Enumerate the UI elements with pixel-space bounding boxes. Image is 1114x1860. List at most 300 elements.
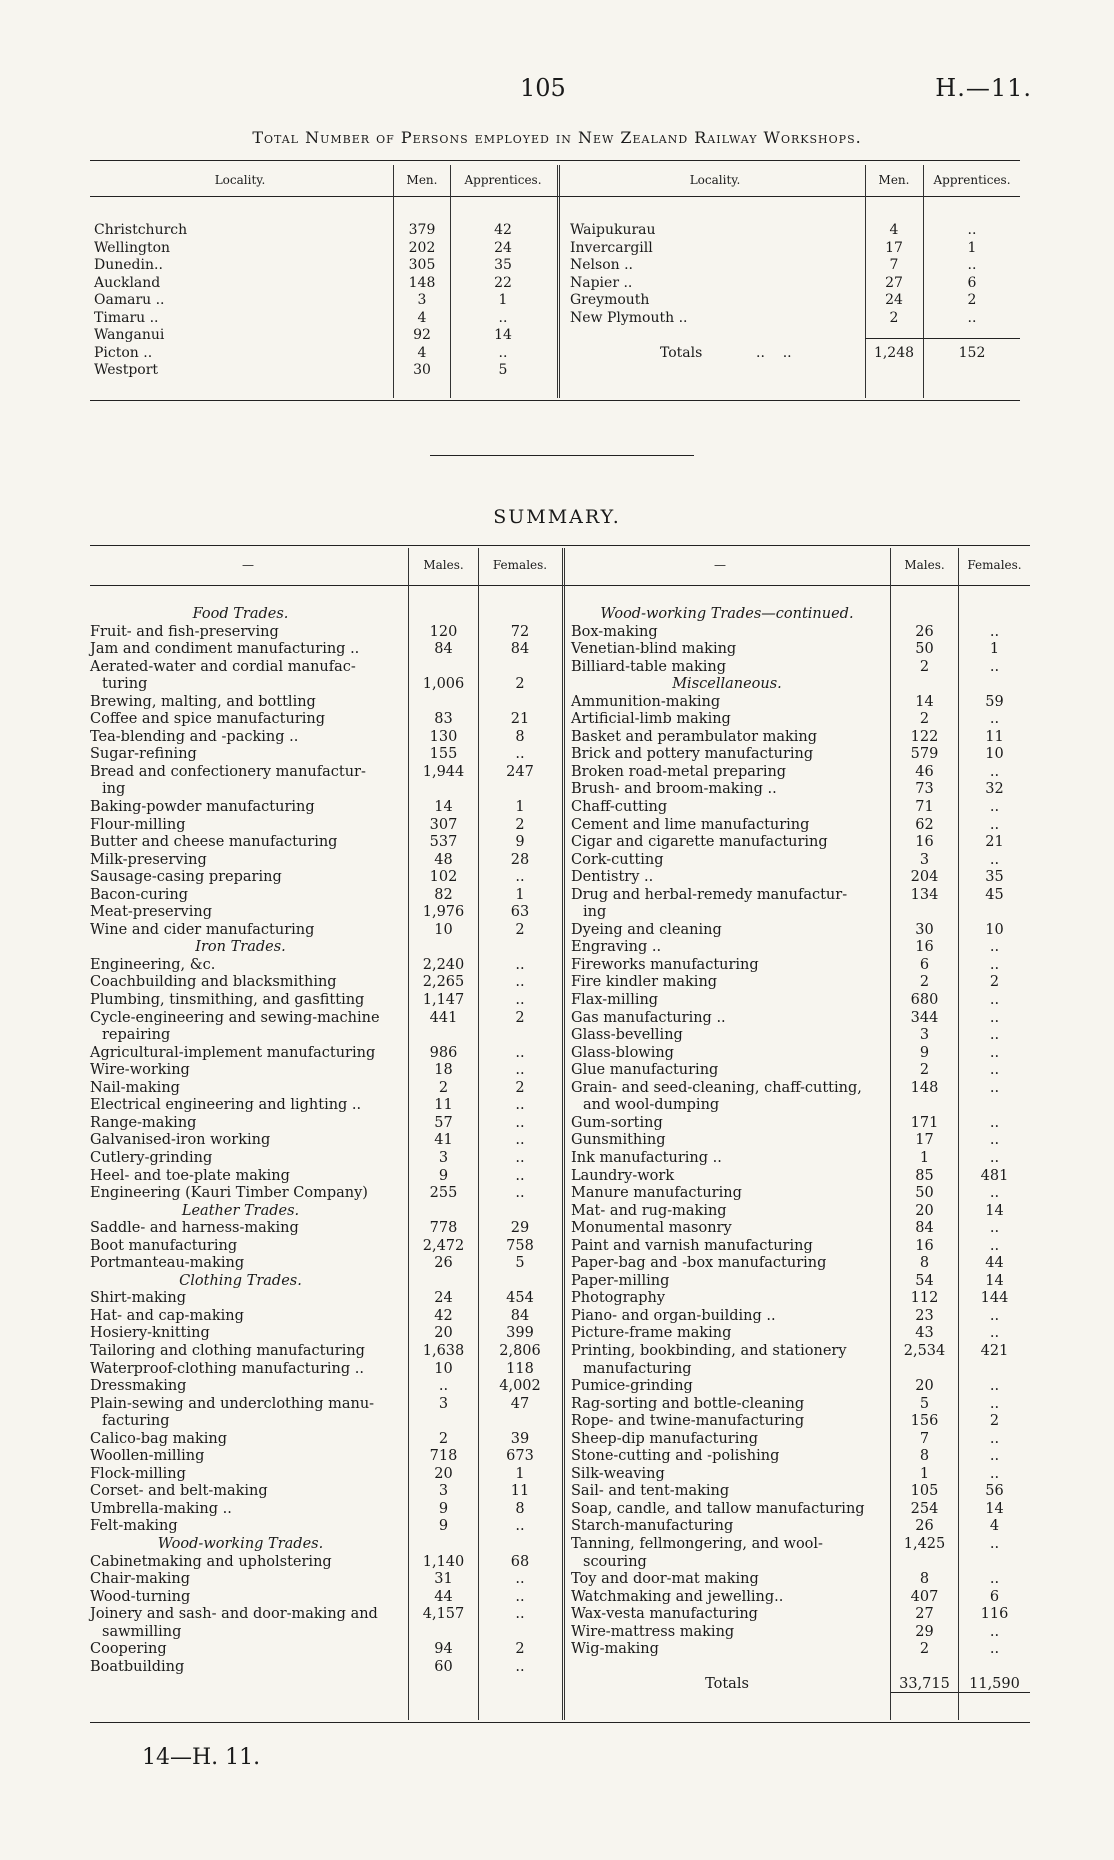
trade-label-continued: turing [102, 676, 148, 693]
trade-label: Coachbuilding and blacksmithing [90, 974, 337, 991]
females-value: 1 [515, 1465, 525, 1482]
males-value: 2,265 [422, 974, 465, 991]
females-value: .. [989, 711, 1000, 728]
trade-label: Aerated-water and cordial manufac- [90, 658, 356, 675]
trade-label: Sheep-dip manufacturing [571, 1430, 758, 1447]
t1-men-value: 17 [885, 239, 903, 256]
females-value [479, 1413, 561, 1431]
males-value: 8 [919, 1448, 930, 1465]
males-value: 11 [434, 1097, 453, 1114]
trade-label: Box-making [571, 623, 658, 640]
males-value: 71 [915, 799, 934, 816]
males-value: 85 [915, 1167, 934, 1184]
trade-label: Wax-vesta manufacturing [571, 1606, 758, 1623]
section-heading: Miscellaneous. [672, 676, 782, 693]
t1-apprentices-value: .. [498, 344, 508, 361]
females-value: .. [989, 1027, 1000, 1044]
trade-label: Boatbuilding [90, 1658, 185, 1675]
females-value [479, 939, 561, 957]
females-value: .. [989, 763, 1000, 780]
t1-totals-apprentices: 152 [958, 345, 986, 361]
s-header-males-right: Males. [904, 558, 945, 572]
males-value: 8 [919, 1571, 930, 1588]
trade-label-continued: ing [102, 781, 126, 798]
trade-label-continued: facturing [102, 1413, 170, 1430]
females-value: 673 [506, 1448, 534, 1465]
trade-label: Waterproof-clothing manufacturing .. [90, 1360, 364, 1377]
females-value: .. [515, 1606, 525, 1623]
females-value [479, 659, 561, 677]
females-value: 4,002 [499, 1378, 541, 1395]
t1-apprentices-value: .. [498, 309, 508, 326]
males-value: 42 [434, 1307, 453, 1324]
trade-label: Butter and cheese manufacturing [90, 834, 338, 851]
table1-top-rule [90, 160, 1020, 161]
females-value [479, 1027, 561, 1045]
females-value: 63 [510, 904, 530, 921]
males-value: 9 [438, 1518, 449, 1535]
trade-label: Monumental masonry [571, 1220, 732, 1237]
females-value: 47 [510, 1395, 530, 1412]
females-value: 454 [506, 1290, 534, 1307]
trade-label: Pumice-grinding [571, 1378, 693, 1395]
t1-header-apprentices-left: Apprentices. [464, 173, 542, 187]
males-value: 1,147 [422, 992, 465, 1009]
t1-locality: Invercargill [570, 239, 653, 256]
males-value: 3 [919, 1027, 930, 1044]
table1-title: Total Number of Persons employed in New Zealand Railway Workshops. [252, 128, 862, 147]
trade-label: Grain- and seed-cleaning, chaff-cutting, [571, 1079, 862, 1096]
summary-right-labels [569, 606, 885, 1694]
males-value: 2,534 [903, 1342, 946, 1359]
trade-label: Sausage-casing preparing [90, 869, 282, 886]
females-value: .. [515, 1132, 525, 1149]
t1-apprentices-value: 14 [494, 327, 512, 343]
t1-left-men [394, 222, 450, 380]
t1-apprentices-value: 5 [498, 362, 508, 378]
females-value: 11 [510, 1483, 530, 1500]
trade-label: Toy and door-mat making [571, 1571, 759, 1588]
females-value: .. [989, 1237, 1000, 1254]
trade-label: Broken road-metal preparing [571, 763, 787, 780]
trade-label: Range-making [90, 1114, 197, 1131]
trade-label: Flour-milling [90, 816, 186, 833]
males-value: 204 [910, 869, 939, 886]
trade-label: Silk-weaving [571, 1465, 665, 1482]
trade-label: Baking-powder manufacturing [90, 799, 315, 816]
females-value [479, 1273, 561, 1291]
females-value: 758 [506, 1237, 534, 1254]
females-value: .. [515, 1571, 525, 1588]
trade-label: Engineering, &c. [90, 956, 216, 973]
t1-locality: Timaru .. [94, 309, 159, 326]
trade-label: Basket and perambulator making [571, 728, 818, 745]
t1-header-men-left: Men. [406, 173, 438, 187]
trade-label: Coffee and spice manufacturing [90, 711, 326, 728]
trade-label: Laundry-work [571, 1167, 675, 1184]
t1-locality: Auckland [94, 274, 161, 291]
trade-label: Wire-mattress making [571, 1623, 735, 1640]
trade-label: Woollen-milling [90, 1448, 205, 1465]
trade-label: Photography [571, 1290, 666, 1307]
trade-label: Gum-sorting [571, 1114, 663, 1131]
trade-label: Electrical engineering and lighting .. [90, 1097, 362, 1114]
t1-header-locality-right: Locality. [689, 173, 741, 187]
males-value: 255 [429, 1185, 458, 1202]
males-value: 57 [434, 1114, 453, 1131]
trade-label: Cabinetmaking and upholstering [90, 1553, 332, 1570]
trade-label: Wood-turning [90, 1588, 191, 1605]
trade-label: Gas manufacturing .. [571, 1009, 726, 1026]
males-value: 2,240 [422, 956, 465, 973]
document-reference: H.—11. [935, 74, 1032, 102]
t1-right-apprentices [924, 222, 1020, 327]
males-value: 102 [429, 869, 458, 886]
trade-label-continued: manufacturing [583, 1360, 692, 1377]
females-value: 32 [985, 781, 1004, 798]
males-value: 20 [434, 1325, 453, 1342]
trade-label: Rag-sorting and bottle-cleaning [571, 1395, 805, 1412]
trade-label: Ink manufacturing .. [571, 1149, 722, 1166]
males-value: 2 [438, 1079, 449, 1096]
trade-label: Ammunition-making [571, 693, 721, 710]
males-value [409, 939, 478, 957]
males-value: 1 [919, 1149, 930, 1166]
males-value: 23 [915, 1307, 934, 1324]
trade-label: Felt-making [90, 1518, 178, 1535]
footer-reference: 14—H. 11. [142, 1745, 261, 1770]
t1-men-value: 4 [889, 222, 899, 238]
males-value: 9 [438, 1167, 449, 1184]
trade-label: Paper-bag and -box manufacturing [571, 1255, 827, 1272]
t1-locality: Napier .. [570, 274, 633, 291]
females-value: 481 [980, 1167, 1009, 1184]
males-value: 26 [434, 1255, 453, 1272]
females-value: .. [989, 799, 1000, 816]
males-value: 84 [915, 1220, 934, 1237]
trade-label: Manure manufacturing [571, 1185, 742, 1202]
males-value: 43 [915, 1325, 934, 1342]
t1-locality: Wellington [94, 239, 171, 256]
males-value: 14 [434, 799, 453, 816]
females-value: .. [515, 1658, 525, 1675]
males-value: 48 [434, 851, 453, 868]
females-value: .. [989, 1114, 1000, 1131]
females-value: .. [989, 1378, 1000, 1395]
males-value: 82 [434, 886, 453, 903]
t1-vline-3 [557, 165, 560, 398]
males-value: 10 [434, 1360, 453, 1377]
t1-totals-dots: .. .. [756, 345, 792, 361]
trade-label: Saddle- and harness-making [90, 1220, 299, 1237]
males-value: 4,157 [422, 1606, 465, 1623]
males-value: 33,715 [899, 1676, 950, 1693]
males-value: 14 [915, 693, 934, 710]
t1-men-value: 379 [408, 222, 436, 238]
females-value: .. [989, 1465, 1000, 1482]
t1-locality: Christchurch [94, 222, 188, 238]
males-value: .. [438, 1378, 449, 1395]
males-value: 46 [915, 763, 934, 780]
males-value: 50 [915, 641, 934, 658]
females-value: .. [515, 992, 525, 1009]
females-value: .. [989, 1535, 1000, 1552]
trade-label: Stone-cutting and -polishing [571, 1448, 780, 1465]
females-value: 28 [510, 851, 530, 868]
females-value [959, 676, 1030, 694]
females-value: 29 [510, 1220, 530, 1237]
males-value: 441 [429, 1009, 458, 1026]
females-value: 10 [985, 746, 1004, 763]
males-value: 148 [910, 1079, 939, 1096]
females-value: .. [989, 1220, 1000, 1237]
trade-label [569, 1659, 885, 1677]
separator-rule [430, 455, 694, 456]
trade-label: Bread and confectionery manufactur- [90, 763, 366, 780]
males-value: 26 [915, 1518, 934, 1535]
males-value [891, 904, 958, 922]
trade-label: Cement and lime manufacturing [571, 816, 810, 833]
trade-label: Dentistry .. [571, 869, 654, 886]
males-value: 9 [438, 1500, 449, 1517]
t1-header-men-right: Men. [878, 173, 910, 187]
females-value: .. [989, 1395, 1000, 1412]
males-value: 8 [919, 1255, 930, 1272]
females-value: 8 [515, 1500, 525, 1517]
males-value: 30 [915, 921, 934, 938]
males-value: 6 [919, 956, 930, 973]
females-value [479, 1624, 561, 1642]
t1-men-value: 4 [417, 309, 427, 326]
trade-label: Hosiery-knitting [90, 1325, 210, 1342]
t1-totals-rule [865, 338, 1020, 339]
section-heading: Iron Trades. [195, 939, 286, 956]
males-value: 27 [915, 1606, 934, 1623]
section-heading: Leather Trades. [181, 1202, 300, 1219]
totals-label: Totals [705, 1676, 749, 1693]
t1-men-value: 305 [408, 257, 436, 273]
females-value: 399 [506, 1325, 534, 1342]
t1-totals-label: Totals [660, 345, 703, 361]
females-value: .. [515, 974, 525, 991]
t1-men-value: 148 [408, 274, 436, 291]
trade-label-continued: sawmilling [102, 1623, 182, 1640]
trade-label: Wine and cider manufacturing [90, 921, 315, 938]
females-value: 2 [515, 676, 525, 693]
females-value: 11 [985, 728, 1004, 745]
trade-label: Venetian-blind making [571, 641, 737, 658]
males-value [409, 659, 478, 677]
males-value: 16 [915, 834, 934, 851]
trade-label: Umbrella-making .. [90, 1500, 232, 1517]
males-value: 407 [910, 1588, 939, 1605]
females-value: .. [989, 1325, 1000, 1342]
trade-label: Printing, bookbinding, and stationery [571, 1342, 847, 1359]
trade-label: Drug and herbal-remedy manufactur- [571, 886, 848, 903]
trade-label-continued: repairing [102, 1027, 171, 1044]
females-value: 1 [515, 886, 525, 903]
summary-top-rule [90, 545, 1030, 546]
males-value: 105 [910, 1483, 939, 1500]
males-value: 1,976 [422, 904, 465, 921]
trade-label: Soap, candle, and tallow manufacturing [571, 1500, 865, 1517]
section-heading: Clothing Trades. [179, 1272, 302, 1289]
females-value: .. [989, 1623, 1000, 1640]
males-value: 7 [919, 1430, 930, 1447]
males-value: 2 [919, 1641, 930, 1658]
males-value: 134 [910, 886, 939, 903]
females-value: 56 [985, 1483, 1004, 1500]
t1-locality: Oamaru .. [94, 292, 165, 308]
trade-label: Sugar-refining [90, 746, 197, 763]
females-value: .. [989, 1149, 1000, 1166]
males-value: 94 [434, 1641, 453, 1658]
trade-label: Galvanised-iron working [90, 1132, 271, 1149]
females-value: .. [989, 1185, 1000, 1202]
females-value: 84 [510, 1307, 530, 1324]
males-value: 31 [434, 1571, 453, 1588]
females-value: 2,806 [499, 1342, 541, 1359]
males-value: 54 [915, 1272, 934, 1289]
males-value [891, 1554, 958, 1572]
trade-label: Agricultural-implement manufacturing [90, 1044, 376, 1061]
t1-apprentices-value: 42 [494, 222, 512, 238]
females-value [479, 1203, 561, 1221]
trade-label: Mat- and rug-making [571, 1202, 727, 1219]
t1-right-localities [570, 222, 860, 327]
males-value: 2 [919, 658, 930, 675]
t1-locality: Westport [94, 362, 159, 378]
trade-label: Sail- and tent-making [571, 1483, 730, 1500]
males-value: 1,006 [422, 676, 465, 693]
males-value: 2 [919, 974, 930, 991]
males-value: 26 [915, 623, 934, 640]
trade-label: Dressmaking [90, 1378, 187, 1395]
females-value: 84 [510, 641, 530, 658]
females-value [959, 904, 1030, 922]
summary-left-females [479, 606, 561, 1676]
trade-label: Jam and condiment manufacturing .. [90, 641, 360, 658]
trade-label: Glass-blowing [571, 1044, 674, 1061]
males-value: 2 [919, 1062, 930, 1079]
t1-men-value: 92 [413, 327, 431, 343]
t1-locality: Greymouth [570, 292, 650, 308]
females-value: 8 [515, 728, 525, 745]
males-value: 537 [429, 834, 458, 851]
males-value: 778 [429, 1220, 458, 1237]
males-value [891, 676, 958, 694]
t1-apprentices-value: .. [967, 222, 977, 238]
males-value [891, 1361, 958, 1379]
t1-men-value: 3 [417, 292, 427, 308]
females-value: .. [989, 1009, 1000, 1026]
t1-men-value: 202 [408, 239, 436, 256]
males-value: 16 [915, 1237, 934, 1254]
females-value: .. [515, 1044, 525, 1061]
females-value: .. [989, 1641, 1000, 1658]
females-value: 2 [515, 921, 525, 938]
males-value: 1 [919, 1465, 930, 1482]
summary-bottom-rule [90, 1722, 1030, 1723]
t1-apprentices-value: 6 [967, 274, 977, 291]
males-value: 5 [919, 1395, 930, 1412]
males-value: 171 [910, 1114, 939, 1131]
males-value: 3 [438, 1149, 449, 1166]
trade-label-continued: and wool-dumping [583, 1097, 720, 1114]
males-value [409, 1413, 478, 1431]
trade-label: Cycle-engineering and sewing-machine [90, 1009, 380, 1026]
females-value: 14 [985, 1500, 1004, 1517]
females-value: .. [989, 623, 1000, 640]
females-value: .. [515, 1114, 525, 1131]
females-value: 72 [510, 623, 530, 640]
trade-label: Piano- and organ-building .. [571, 1307, 776, 1324]
males-value: 156 [910, 1413, 939, 1430]
females-value: 2 [515, 1641, 525, 1658]
males-value: 3 [438, 1395, 449, 1412]
females-value: 144 [980, 1290, 1009, 1307]
males-value: 44 [434, 1588, 453, 1605]
s-vline-3 [562, 548, 565, 1720]
females-value: 35 [985, 869, 1004, 886]
trade-label: Shirt-making [90, 1290, 187, 1307]
males-value: 83 [434, 711, 453, 728]
males-value: 122 [910, 728, 939, 745]
females-value: 116 [980, 1606, 1009, 1623]
males-value: 24 [434, 1290, 453, 1307]
males-value: 20 [915, 1202, 934, 1219]
females-value: 2 [989, 1413, 1000, 1430]
t1-header-locality-left: Locality. [214, 173, 266, 187]
males-value [409, 1203, 478, 1221]
females-value [959, 1361, 1030, 1379]
t1-header-apprentices-right: Apprentices. [933, 173, 1011, 187]
trade-label: Tanning, fellmongering, and wool- [571, 1535, 823, 1552]
males-value: 680 [910, 992, 939, 1009]
trade-label: Heel- and toe-plate making [90, 1167, 290, 1184]
females-value: 5 [515, 1255, 525, 1272]
females-value: .. [989, 1079, 1000, 1096]
females-value [479, 606, 561, 624]
trade-label: Tailoring and clothing manufacturing [90, 1342, 365, 1359]
females-value: 2 [515, 1079, 525, 1096]
males-value: 18 [434, 1062, 453, 1079]
females-value [959, 606, 1030, 624]
males-value: 62 [915, 816, 934, 833]
females-value: 10 [985, 921, 1004, 938]
summary-title: SUMMARY. [493, 506, 621, 528]
trade-label: Engraving .. [571, 939, 662, 956]
males-value [409, 781, 478, 799]
males-value: 9 [919, 1044, 930, 1061]
females-value: .. [515, 746, 525, 763]
summary-left-males [409, 606, 478, 1676]
t1-locality: Picton .. [94, 344, 153, 361]
females-value: 118 [506, 1360, 534, 1377]
trade-label: Billiard-table making [571, 658, 726, 675]
males-value [891, 606, 958, 624]
trade-label: Picture-frame making [571, 1325, 732, 1342]
trade-label: Engineering (Kauri Timber Company) [90, 1185, 368, 1202]
females-value: 39 [510, 1430, 530, 1447]
trade-label: Flock-milling [90, 1465, 186, 1482]
males-value [409, 1624, 478, 1642]
summary-header-rule [90, 585, 1030, 586]
females-value: .. [989, 1571, 1000, 1588]
males-value [891, 1659, 958, 1677]
males-value: 120 [429, 623, 458, 640]
males-value: 17 [915, 1132, 934, 1149]
